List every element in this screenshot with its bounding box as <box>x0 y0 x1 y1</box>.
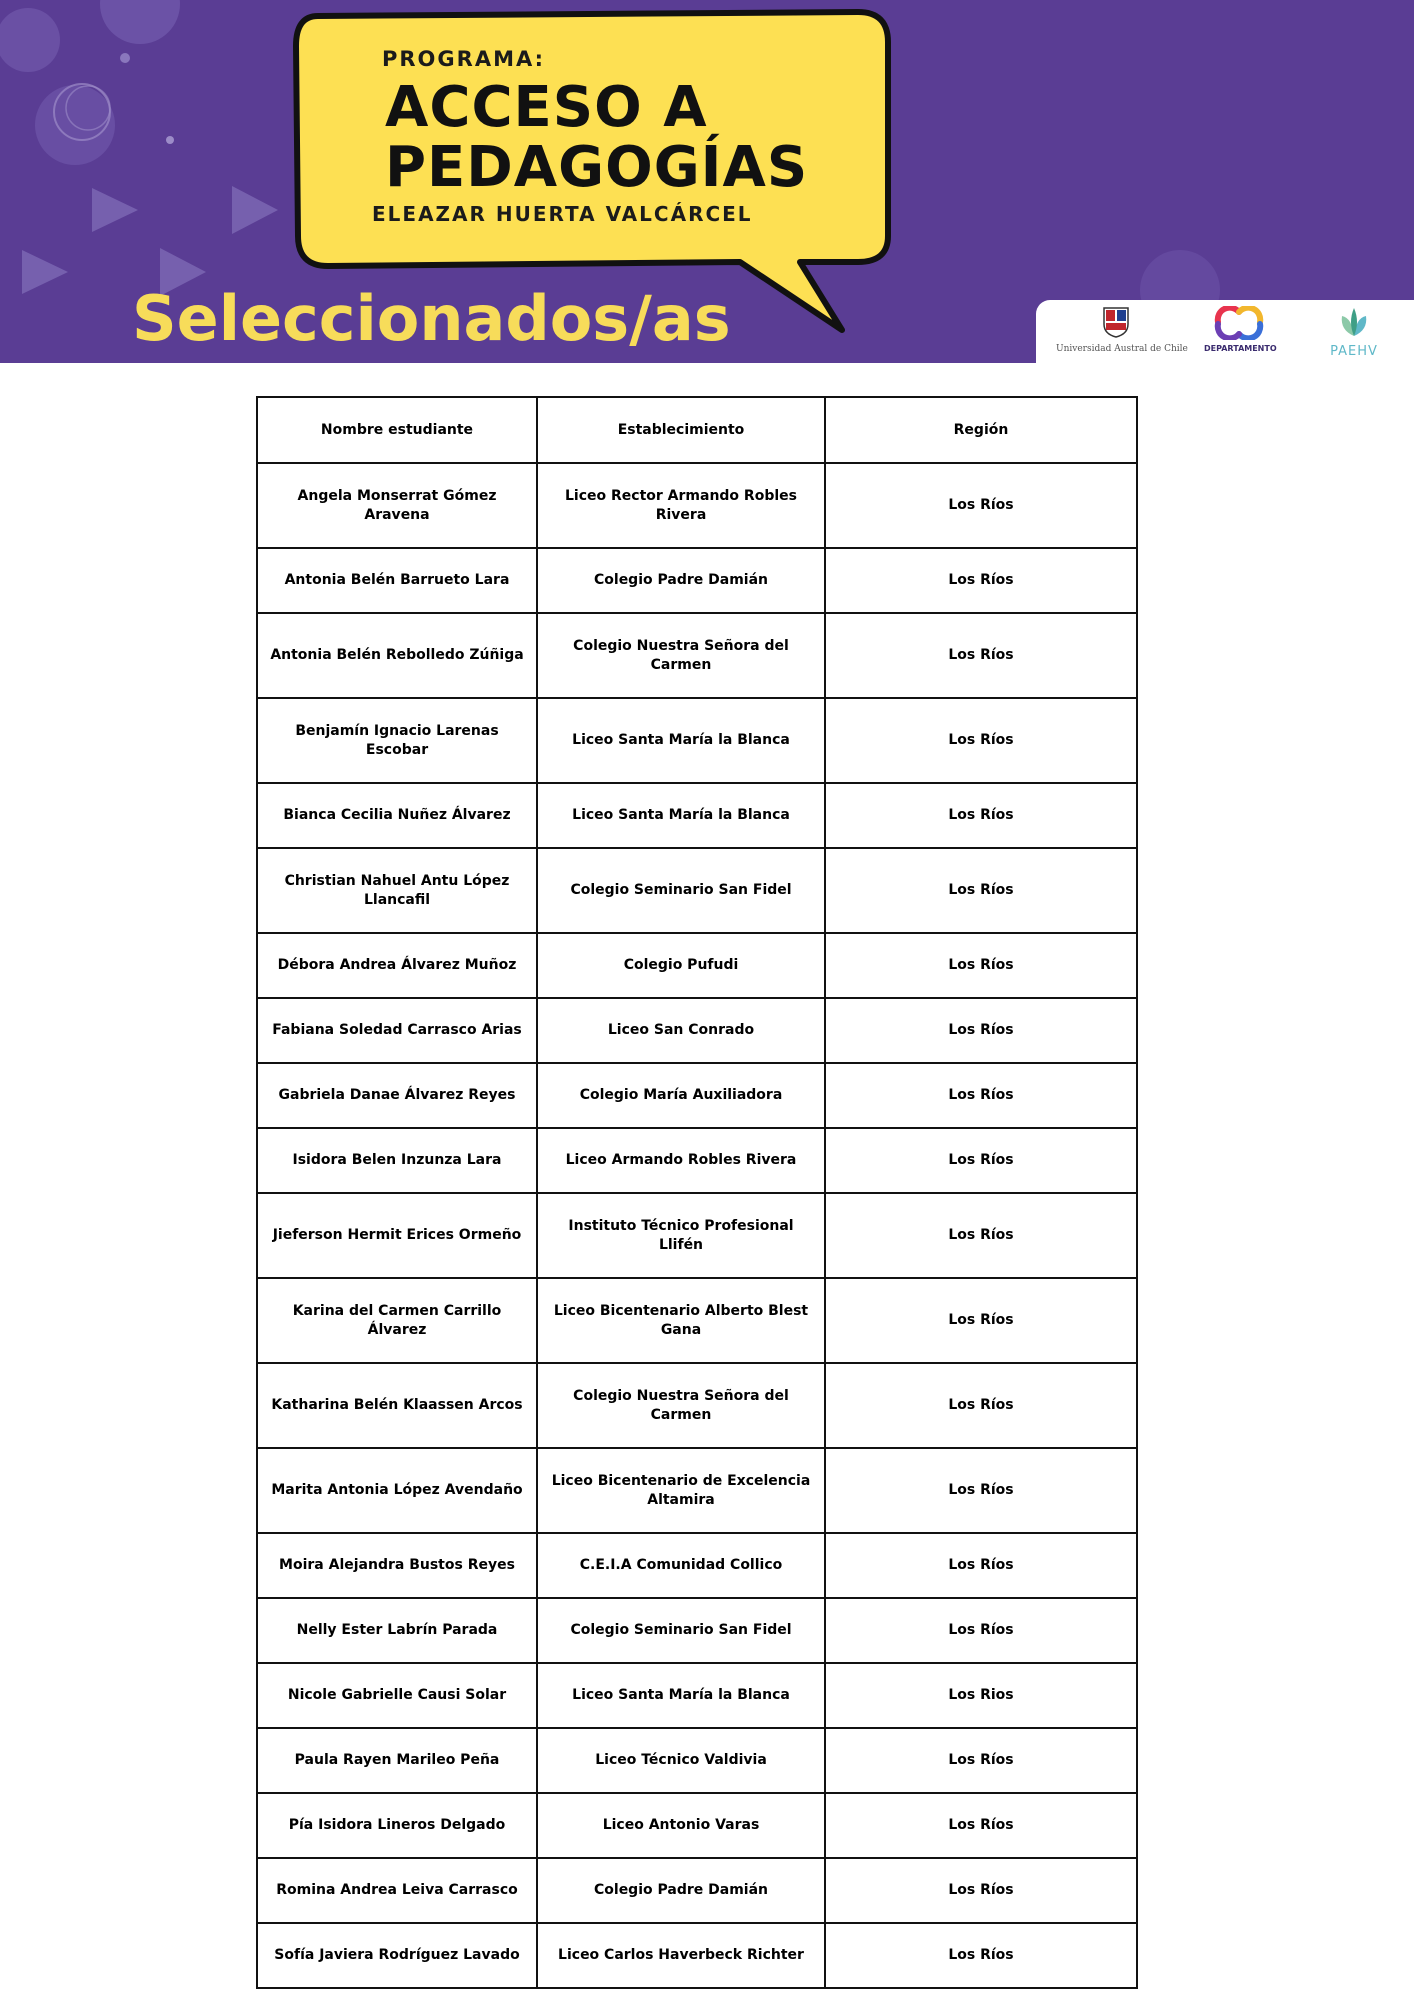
table-header-row <box>257 397 1137 463</box>
program-title-line-2: PEDAGOGÍAS <box>385 135 809 200</box>
region-cell: Los Ríos <box>825 933 1137 998</box>
student-name-cell: Romina Andrea Leiva Carrasco <box>257 1858 537 1923</box>
page-heading: Seleccionados/as <box>132 282 731 355</box>
student-name-cell: Christian Nahuel Antu López Llancafil <box>257 848 537 933</box>
region-cell: Los Ríos <box>825 1193 1137 1278</box>
region-cell: Los Ríos <box>825 1598 1137 1663</box>
table-row <box>257 1793 1137 1858</box>
region-cell: Los Ríos <box>825 1923 1137 1988</box>
region-cell: Los Ríos <box>825 698 1137 783</box>
student-name-cell: Katharina Belén Klaassen Arcos <box>257 1363 537 1448</box>
region-cell: Los Ríos <box>825 613 1137 698</box>
table-row <box>257 548 1137 613</box>
student-name-cell: Antonia Belén Rebolledo Zúñiga <box>257 613 537 698</box>
program-subtitle: ELEAZAR HUERTA VALCÁRCEL <box>372 202 753 226</box>
logo-strip <box>1036 300 1414 363</box>
student-name-cell: Pía Isidora Lineros Delgado <box>257 1793 537 1858</box>
table-row <box>257 1533 1137 1598</box>
table-row <box>257 1278 1137 1363</box>
student-name-cell: Fabiana Soledad Carrasco Arias <box>257 998 537 1063</box>
student-name-cell: Jieferson Hermit Erices Ormeño <box>257 1193 537 1278</box>
table-row <box>257 933 1137 998</box>
header-banner <box>0 0 1414 363</box>
uach-shield-icon <box>1101 306 1131 338</box>
column-header-school: Establecimiento <box>537 397 825 463</box>
table-row <box>257 463 1137 548</box>
student-name-cell: Débora Andrea Álvarez Muñoz <box>257 933 537 998</box>
uach-logo-caption: Universidad Austral de Chile <box>1056 344 1188 354</box>
region-cell: Los Ríos <box>825 783 1137 848</box>
table-row <box>257 783 1137 848</box>
program-label: PROGRAMA: <box>382 47 546 71</box>
table-row <box>257 998 1137 1063</box>
school-cell: Colegio Nuestra Señora del Carmen <box>537 613 825 698</box>
region-cell: Los Ríos <box>825 1363 1137 1448</box>
region-cell: Los Ríos <box>825 548 1137 613</box>
region-cell: Los Ríos <box>825 848 1137 933</box>
department-logo <box>1204 306 1277 353</box>
school-cell: Liceo Armando Robles Rivera <box>537 1128 825 1193</box>
table-row <box>257 1448 1137 1533</box>
school-cell: Colegio Seminario San Fidel <box>537 848 825 933</box>
school-cell: Colegio Seminario San Fidel <box>537 1598 825 1663</box>
region-cell: Los Ríos <box>825 1728 1137 1793</box>
school-cell: Liceo Antonio Varas <box>537 1793 825 1858</box>
table-row <box>257 1728 1137 1793</box>
region-cell: Los Ríos <box>825 1533 1137 1598</box>
student-name-cell: Moira Alejandra Bustos Reyes <box>257 1533 537 1598</box>
region-cell: Los Ríos <box>825 1858 1137 1923</box>
student-name-cell: Paula Rayen Marileo Peña <box>257 1728 537 1793</box>
region-cell: Los Ríos <box>825 1063 1137 1128</box>
school-cell: Instituto Técnico Profesional Llifén <box>537 1193 825 1278</box>
department-rings-icon <box>1208 306 1270 340</box>
table-row <box>257 1663 1137 1728</box>
table-row <box>257 1063 1137 1128</box>
uach-logo <box>1056 306 1188 354</box>
table-row <box>257 698 1137 783</box>
column-header-student-name: Nombre estudiante <box>257 397 537 463</box>
school-cell: Colegio Nuestra Señora del Carmen <box>537 1363 825 1448</box>
selected-students-table-container <box>256 396 1138 1989</box>
table-body <box>257 463 1137 1988</box>
region-cell: Los Ríos <box>825 1448 1137 1533</box>
student-name-cell: Nicole Gabrielle Causi Solar <box>257 1663 537 1728</box>
table-row <box>257 1858 1137 1923</box>
table-row <box>257 613 1137 698</box>
table-row <box>257 1193 1137 1278</box>
paehv-logo-caption: PAEHV <box>1330 344 1378 359</box>
table-row <box>257 1598 1137 1663</box>
region-cell: Los Rios <box>825 1663 1137 1728</box>
table-row <box>257 1363 1137 1448</box>
student-name-cell: Nelly Ester Labrín Parada <box>257 1598 537 1663</box>
program-title <box>385 75 855 200</box>
student-name-cell: Antonia Belén Barrueto Lara <box>257 548 537 613</box>
school-cell: Liceo Santa María la Blanca <box>537 1663 825 1728</box>
region-cell: Los Ríos <box>825 1278 1137 1363</box>
region-cell: Los Ríos <box>825 463 1137 548</box>
selected-students-table <box>256 396 1138 1989</box>
school-cell: C.E.I.A Comunidad Collico <box>537 1533 825 1598</box>
student-name-cell: Isidora Belen Inzunza Lara <box>257 1128 537 1193</box>
region-cell: Los Ríos <box>825 1793 1137 1858</box>
region-cell: Los Ríos <box>825 998 1137 1063</box>
region-cell: Los Ríos <box>825 1128 1137 1193</box>
table-row <box>257 848 1137 933</box>
student-name-cell: Karina del Carmen Carrillo Álvarez <box>257 1278 537 1363</box>
school-cell: Liceo San Conrado <box>537 998 825 1063</box>
department-logo-caption: DEPARTAMENTO <box>1204 344 1277 353</box>
student-name-cell: Benjamín Ignacio Larenas Escobar <box>257 698 537 783</box>
paehv-leaf-icon <box>1334 306 1374 340</box>
student-name-cell: Sofía Javiera Rodríguez Lavado <box>257 1923 537 1988</box>
table-row <box>257 1128 1137 1193</box>
paehv-logo <box>1319 306 1389 359</box>
student-name-cell: Gabriela Danae Álvarez Reyes <box>257 1063 537 1128</box>
student-name-cell: Marita Antonia López Avendaño <box>257 1448 537 1533</box>
school-cell: Liceo Santa María la Blanca <box>537 783 825 848</box>
school-cell: Colegio Padre Damián <box>537 548 825 613</box>
school-cell: Liceo Rector Armando Robles Rivera <box>537 463 825 548</box>
school-cell: Liceo Bicentenario de Excelencia Altamira <box>537 1448 825 1533</box>
column-header-region: Región <box>825 397 1137 463</box>
student-name-cell: Angela Monserrat Gómez Aravena <box>257 463 537 548</box>
school-cell: Liceo Bicentenario Alberto Blest Gana <box>537 1278 825 1363</box>
school-cell: Colegio Padre Damián <box>537 1858 825 1923</box>
school-cell: Liceo Santa María la Blanca <box>537 698 825 783</box>
school-cell: Liceo Carlos Haverbeck Richter <box>537 1923 825 1988</box>
school-cell: Colegio María Auxiliadora <box>537 1063 825 1128</box>
school-cell: Liceo Técnico Valdivia <box>537 1728 825 1793</box>
school-cell: Colegio Pufudi <box>537 933 825 998</box>
student-name-cell: Bianca Cecilia Nuñez Álvarez <box>257 783 537 848</box>
table-row <box>257 1923 1137 1988</box>
program-title-line-1: ACCESO A <box>385 75 708 140</box>
